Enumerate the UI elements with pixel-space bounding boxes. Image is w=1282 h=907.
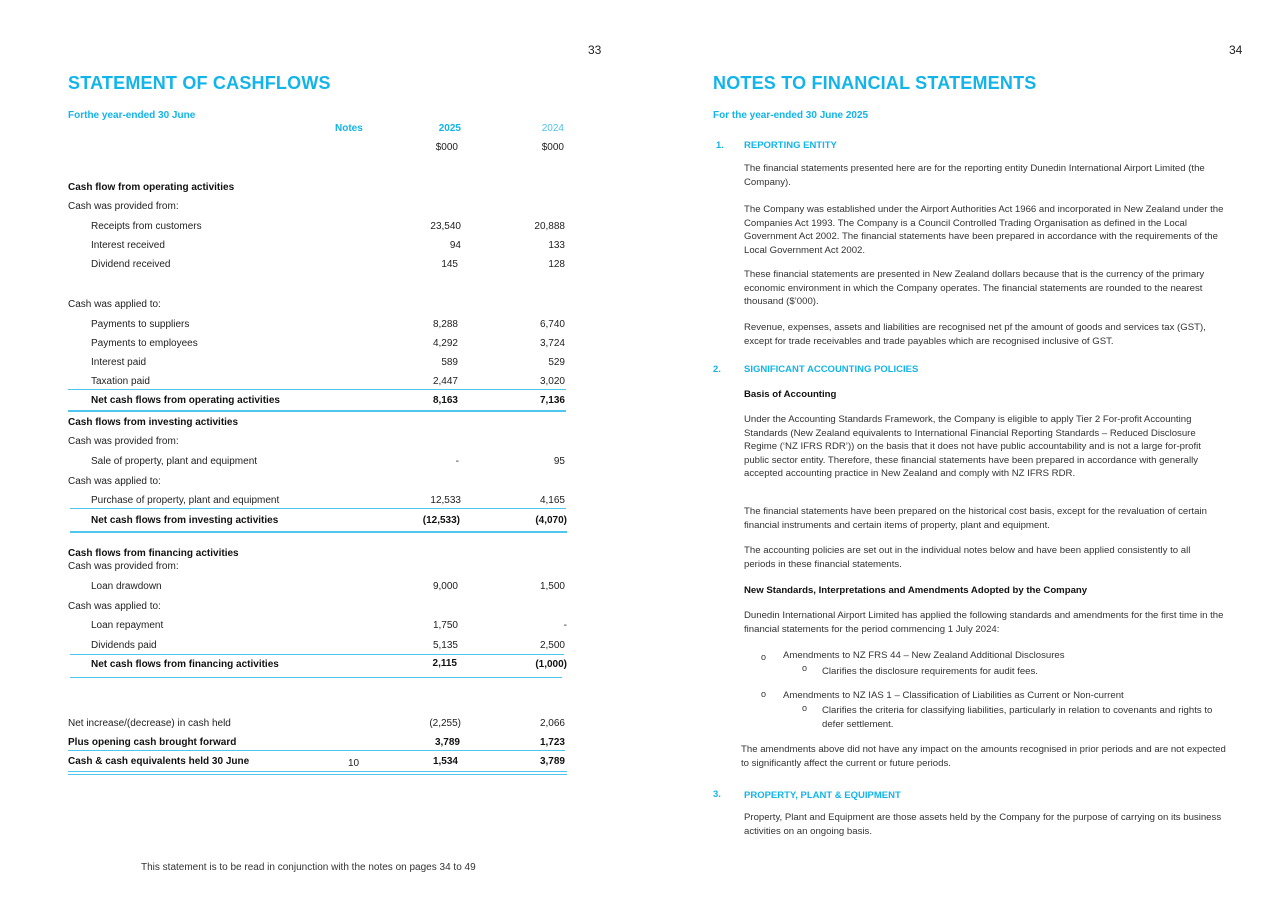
value-2025: 5,135 <box>432 640 458 651</box>
section-number: 1. <box>716 140 724 151</box>
subheading: New Standards, Interpretations and Amendments Adopted by the Company <box>744 585 1088 596</box>
row-label: Payments to employees <box>91 338 198 349</box>
value-2024: 6,740 <box>539 319 565 330</box>
row-label: Net increase/(decrease) in cash held <box>68 718 231 729</box>
footer-note: This statement is to be read in conjunction with the notes on pages 34 to 49 <box>141 862 476 873</box>
financing-applied-label: Cash was applied to: <box>68 601 161 612</box>
section-title: PROPERTY, PLANT & EQUIPMENT <box>744 790 901 801</box>
notes-column-header: Notes <box>335 123 363 134</box>
value-2025: - <box>455 456 459 467</box>
divider <box>68 750 565 751</box>
value-2024: 1,500 <box>539 581 565 592</box>
divider <box>68 410 566 412</box>
row-label: Net cash flows from operating activities <box>91 395 280 406</box>
value-2025: 94 <box>449 240 461 251</box>
value-2024: 3,724 <box>539 338 565 349</box>
value-2024: 3,020 <box>539 376 565 387</box>
row-label: Net cash flows from investing activities <box>91 515 279 526</box>
value-2024: 133 <box>548 240 565 251</box>
value-2025: 8,163 <box>432 395 458 406</box>
section-title: SIGNIFICANT ACCOUNTING POLICIES <box>744 364 919 375</box>
paragraph: These financial statements are presented in New Zealand dollars because that is the currency of the primary economic environment in which the Company operates. The financial statements are rounded to the nearest thousand ($’000). <box>744 269 1205 307</box>
value-2024: 128 <box>548 259 565 270</box>
bullet-marker: o <box>761 689 767 699</box>
value-2025: 589 <box>441 357 458 368</box>
value-2024: 3,789 <box>539 756 565 767</box>
page-title: STATEMENT OF CASHFLOWS <box>68 73 331 93</box>
page-number: 34 <box>1229 43 1243 57</box>
note-reference: 10 <box>348 758 360 769</box>
value-2024: 20,888 <box>534 221 565 232</box>
bullet-text: Amendments to NZ IAS 1 – Classification of Liabilities as Current or Non-current <box>783 690 1124 701</box>
sub-bullet-text: Clarifies the criteria for classifying liabilities, particularly in relation to covenants and rights to defer settlement. <box>822 705 1213 730</box>
value-2025: 12,533 <box>430 495 461 506</box>
paragraph: The Company was established under the Airport Authorities Act 1966 and incorporated in New Zealand under the Companies Act 1993. The Company is a Council Controlled Trading Organisation as defined in the Local Government Act 2002. The financial statements have been prepared in accordance with the requirements of the Local Government Act 2002. <box>744 204 1224 256</box>
row-label: Loan repayment <box>91 620 164 631</box>
operating-applied-label: Cash was applied to: <box>68 299 161 310</box>
row-label: Cash & cash equivalents held 30 June <box>68 756 250 767</box>
investing-applied-label: Cash was applied to: <box>68 476 161 487</box>
paragraph: Under the Accounting Standards Framework, the Company is eligible to apply Tier 2 For-profit Accounting Standards (New Zealand equivalents to International Financial Reporting Standards – Reduced Disclosure Regime (‘NZ IFRS RDR’)) on the basis that it does not have public accountability and is not a large for-profit public sector entity. Therefore, these financial statements have been prepared in accordance with generally accepted accounting practice in New Zealand and comply with NZ IFRS RDR. <box>744 414 1201 479</box>
paragraph: Property, Plant and Equipment are those assets held by the Company for the purpose of carrying on its business activities on an ongoing basis. <box>744 812 1222 837</box>
divider <box>70 677 562 678</box>
row-label: Payments to suppliers <box>91 319 190 330</box>
row-label: Net cash flows from financing activities <box>91 659 279 670</box>
section-number: 3. <box>713 789 721 800</box>
value-2025: 8,288 <box>432 319 458 330</box>
row-label: Taxation paid <box>91 376 150 387</box>
value-2025: 2,447 <box>432 376 458 387</box>
value-2024: 2,500 <box>539 640 565 651</box>
sub-bullet-text: Clarifies the disclosure requirements for audit fees. <box>822 666 1038 677</box>
paragraph: Dunedin International Airport Limited has applied the following standards and amendments for the first time in the financial statements for the period commencing 1 July 2024: <box>744 610 1224 635</box>
value-2025: (12,533) <box>422 515 460 526</box>
value-2024: 2,066 <box>539 718 565 729</box>
value-2025: 23,540 <box>430 221 461 232</box>
unit-2025: $000 <box>435 142 458 153</box>
statement-period: Forthe year-ended 30 June <box>68 110 196 121</box>
sub-bullet-marker: o <box>802 663 808 673</box>
value-2025: 9,000 <box>432 581 458 592</box>
paragraph: Revenue, expenses, assets and liabilities are recognised net pf the amount of goods and services tax (GST), except for trade receivables and trade payables which are recognised inclusive of GST. <box>744 322 1206 347</box>
value-2024: 4,165 <box>539 495 565 506</box>
value-2024: (1,000) <box>535 659 567 670</box>
subheading: Basis of Accounting <box>744 389 837 400</box>
row-label: Purchase of property, plant and equipment <box>91 495 280 506</box>
section-number: 2. <box>713 364 721 375</box>
row-label: Interest paid <box>91 357 147 368</box>
operating-provided-label: Cash was provided from: <box>68 201 179 212</box>
value-2025: 1,534 <box>432 756 458 767</box>
paragraph: The accounting policies are set out in the individual notes below and have been applied consistently to all periods in these financial statements. <box>744 545 1191 570</box>
unit-2024: $000 <box>541 142 564 153</box>
row-label: Interest received <box>91 240 165 251</box>
bullet-marker: o <box>761 652 767 662</box>
divider <box>70 654 564 655</box>
value-2024: - <box>563 620 567 631</box>
row-label: Receipts from customers <box>91 221 202 232</box>
value-2025: 4,292 <box>432 338 458 349</box>
operating-heading: Cash flow from operating activities <box>68 182 235 193</box>
value-2025: (2,255) <box>429 718 461 729</box>
value-2025: 3,789 <box>434 737 460 748</box>
value-2024: 7,136 <box>539 395 565 406</box>
section-title: REPORTING ENTITY <box>744 140 837 151</box>
divider <box>70 531 567 533</box>
value-2025: 1,750 <box>432 620 458 631</box>
row-label: Loan drawdown <box>91 581 162 592</box>
row-label: Plus opening cash brought forward <box>68 737 237 748</box>
divider <box>68 389 566 390</box>
paragraph: The amendments above did not have any impact on the amounts recognised in prior periods and are not expected to significantly affect the current or future periods. <box>741 744 1226 769</box>
row-label: Sale of property, plant and equipment <box>91 456 258 467</box>
paragraph: The financial statements have been prepared on the historical cost basis, except for the revaluation of certain financial instruments and certain items of property, plant and equipment. <box>744 506 1207 531</box>
investing-provided-label: Cash was provided from: <box>68 436 179 447</box>
notes-period: For the year-ended 30 June 2025 <box>713 110 869 121</box>
value-2025: 2,115 <box>432 658 457 669</box>
year-2024-header: 2024 <box>541 123 564 134</box>
value-2024: 1,723 <box>539 737 565 748</box>
page-number: 33 <box>588 43 602 57</box>
paragraph: The financial statements presented here are for the reporting entity Dunedin International Airport Limited (the Company). <box>744 163 1205 188</box>
row-label: Dividend received <box>91 259 171 270</box>
financing-heading: Cash flows from financing activities <box>68 548 239 559</box>
bullet-text: Amendments to NZ FRS 44 – New Zealand Additional Disclosures <box>783 650 1065 661</box>
financing-provided-label: Cash was provided from: <box>68 561 179 572</box>
sub-bullet-marker: o <box>802 703 808 713</box>
value-2025: 145 <box>441 259 458 270</box>
row-label: Dividends paid <box>91 640 157 651</box>
value-2024: 529 <box>548 357 565 368</box>
investing-heading: Cash flows from investing activities <box>68 417 239 428</box>
double-underline <box>68 771 567 775</box>
divider <box>70 508 566 509</box>
value-2024: 95 <box>553 456 565 467</box>
page-title: NOTES TO FINANCIAL STATEMENTS <box>713 73 1037 93</box>
value-2024: (4,070) <box>535 515 567 526</box>
year-2025-header: 2025 <box>438 123 461 134</box>
